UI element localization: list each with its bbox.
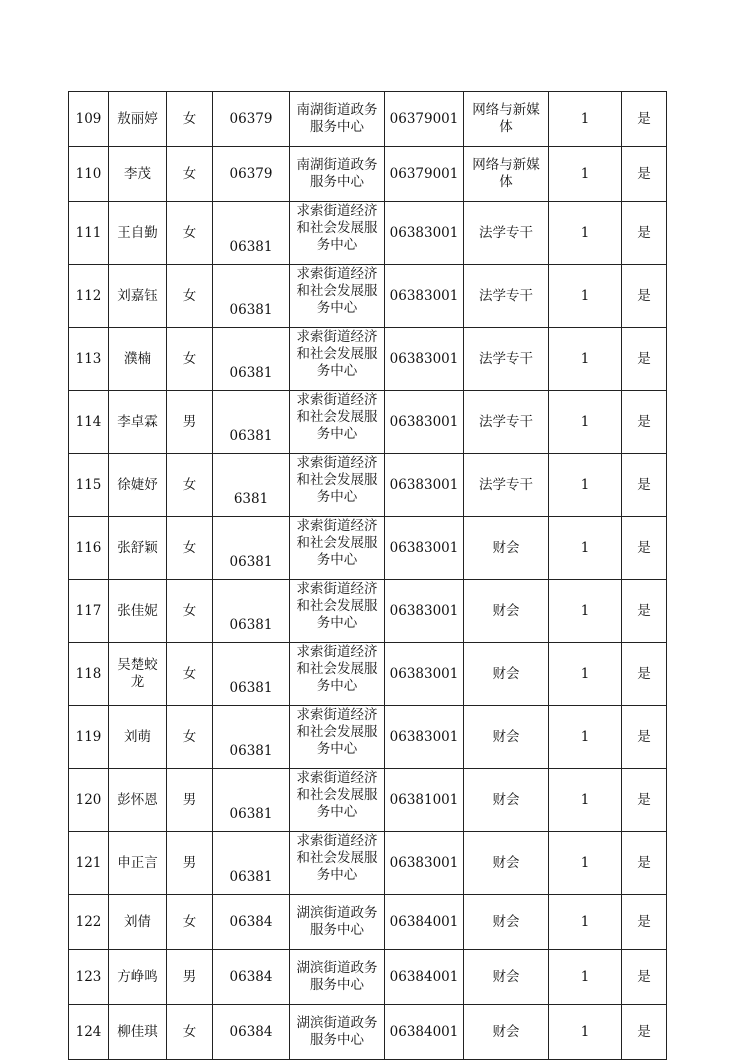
qualified-cell: 是 — [622, 832, 667, 895]
table-row — [69, 517, 667, 580]
quota-count-cell: 1 — [549, 92, 622, 147]
unit-name-cell: 求索街道经济和社会发展服务中心 — [290, 391, 385, 454]
quota-count-cell: 1 — [549, 895, 622, 950]
post-name-cell: 法学专干 — [464, 265, 549, 328]
post-code-cell: 06383001 — [385, 265, 464, 328]
post-name-cell: 财会 — [464, 950, 549, 1005]
table-row — [69, 950, 667, 1005]
gender-cell: 女 — [167, 706, 213, 769]
post-name-cell: 财会 — [464, 706, 549, 769]
unit-name-cell: 南湖街道政务服务中心 — [290, 147, 385, 202]
row-number-cell: 109 — [69, 92, 109, 147]
gender-cell: 男 — [167, 950, 213, 1005]
table-row — [69, 454, 667, 517]
row-number-cell: 116 — [69, 517, 109, 580]
qualified-cell: 是 — [622, 895, 667, 950]
unit-code-cell: 6381 — [213, 454, 290, 517]
row-number-cell: 115 — [69, 454, 109, 517]
quota-count-cell: 1 — [549, 580, 622, 643]
unit-name-cell: 求索街道经济和社会发展服务中心 — [290, 202, 385, 265]
name-cell: 申正言 — [109, 832, 167, 895]
unit-code-cell: 06381 — [213, 643, 290, 706]
qualified-cell: 是 — [622, 202, 667, 265]
name-cell: 吴楚蛟龙 — [109, 643, 167, 706]
row-number-cell: 118 — [69, 643, 109, 706]
post-code-cell: 06384001 — [385, 1005, 464, 1060]
gender-cell: 男 — [167, 391, 213, 454]
unit-code-cell: 06384 — [213, 895, 290, 950]
name-cell: 张舒颖 — [109, 517, 167, 580]
unit-code-cell: 06381 — [213, 202, 290, 265]
post-code-cell: 06383001 — [385, 832, 464, 895]
post-name-cell: 财会 — [464, 517, 549, 580]
post-name-cell: 网络与新媒体 — [464, 147, 549, 202]
unit-code-cell: 06379 — [213, 147, 290, 202]
row-number-cell: 120 — [69, 769, 109, 832]
post-name-cell: 财会 — [464, 832, 549, 895]
gender-cell: 女 — [167, 92, 213, 147]
post-code-cell: 06383001 — [385, 454, 464, 517]
table-body — [69, 92, 667, 1060]
post-name-cell: 法学专干 — [464, 391, 549, 454]
table-row — [69, 706, 667, 769]
table-row — [69, 832, 667, 895]
name-cell: 刘倩 — [109, 895, 167, 950]
qualified-cell: 是 — [622, 1005, 667, 1060]
qualified-cell: 是 — [622, 147, 667, 202]
unit-name-cell: 求索街道经济和社会发展服务中心 — [290, 769, 385, 832]
gender-cell: 女 — [167, 454, 213, 517]
quota-count-cell: 1 — [549, 950, 622, 1005]
post-code-cell: 06383001 — [385, 328, 464, 391]
unit-code-cell: 06379 — [213, 92, 290, 147]
table-row — [69, 1005, 667, 1060]
table-row — [69, 895, 667, 950]
table-row — [69, 147, 667, 202]
quota-count-cell: 1 — [549, 832, 622, 895]
name-cell: 刘嘉钰 — [109, 265, 167, 328]
gender-cell: 女 — [167, 147, 213, 202]
quota-count-cell: 1 — [549, 517, 622, 580]
table-row — [69, 391, 667, 454]
quota-count-cell: 1 — [549, 202, 622, 265]
quota-count-cell: 1 — [549, 706, 622, 769]
post-code-cell: 06383001 — [385, 580, 464, 643]
post-name-cell: 网络与新媒体 — [464, 92, 549, 147]
unit-code-cell: 06381 — [213, 391, 290, 454]
qualified-cell: 是 — [622, 391, 667, 454]
post-code-cell: 06379001 — [385, 147, 464, 202]
post-code-cell: 06384001 — [385, 895, 464, 950]
unit-code-cell: 06381 — [213, 706, 290, 769]
unit-name-cell: 湖滨街道政务服务中心 — [290, 895, 385, 950]
table-row — [69, 328, 667, 391]
table-row — [69, 580, 667, 643]
table-row — [69, 265, 667, 328]
quota-count-cell: 1 — [549, 454, 622, 517]
gender-cell: 女 — [167, 517, 213, 580]
table-row — [69, 92, 667, 147]
table-row — [69, 643, 667, 706]
unit-name-cell: 求索街道经济和社会发展服务中心 — [290, 517, 385, 580]
name-cell: 刘萌 — [109, 706, 167, 769]
unit-code-cell: 06384 — [213, 1005, 290, 1060]
qualified-cell: 是 — [622, 265, 667, 328]
name-cell: 王自勤 — [109, 202, 167, 265]
quota-count-cell: 1 — [549, 1005, 622, 1060]
quota-count-cell: 1 — [549, 643, 622, 706]
row-number-cell: 112 — [69, 265, 109, 328]
gender-cell: 女 — [167, 895, 213, 950]
quota-count-cell: 1 — [549, 391, 622, 454]
unit-name-cell: 求索街道经济和社会发展服务中心 — [290, 328, 385, 391]
quota-count-cell: 1 — [549, 769, 622, 832]
post-code-cell: 06383001 — [385, 391, 464, 454]
post-name-cell: 财会 — [464, 769, 549, 832]
name-cell: 濮楠 — [109, 328, 167, 391]
unit-name-cell: 湖滨街道政务服务中心 — [290, 1005, 385, 1060]
unit-code-cell: 06381 — [213, 832, 290, 895]
row-number-cell: 113 — [69, 328, 109, 391]
post-code-cell: 06383001 — [385, 643, 464, 706]
unit-name-cell: 南湖街道政务服务中心 — [290, 92, 385, 147]
post-code-cell: 06381001 — [385, 769, 464, 832]
unit-name-cell: 求索街道经济和社会发展服务中心 — [290, 454, 385, 517]
post-name-cell: 财会 — [464, 895, 549, 950]
gender-cell: 男 — [167, 769, 213, 832]
row-number-cell: 121 — [69, 832, 109, 895]
qualified-cell: 是 — [622, 643, 667, 706]
gender-cell: 女 — [167, 1005, 213, 1060]
unit-name-cell: 求索街道经济和社会发展服务中心 — [290, 706, 385, 769]
post-name-cell: 财会 — [464, 1005, 549, 1060]
qualified-cell: 是 — [622, 706, 667, 769]
post-name-cell: 财会 — [464, 580, 549, 643]
gender-cell: 女 — [167, 202, 213, 265]
gender-cell: 女 — [167, 643, 213, 706]
qualified-cell: 是 — [622, 769, 667, 832]
name-cell: 彭怀恩 — [109, 769, 167, 832]
name-cell: 方峥鸣 — [109, 950, 167, 1005]
unit-code-cell: 06381 — [213, 517, 290, 580]
table-row — [69, 769, 667, 832]
post-name-cell: 法学专干 — [464, 328, 549, 391]
qualified-cell: 是 — [622, 517, 667, 580]
qualified-cell: 是 — [622, 328, 667, 391]
gender-cell: 女 — [167, 580, 213, 643]
quota-count-cell: 1 — [549, 265, 622, 328]
unit-code-cell: 06381 — [213, 328, 290, 391]
qualified-cell: 是 — [622, 454, 667, 517]
qualified-cell: 是 — [622, 950, 667, 1005]
name-cell: 李卓霖 — [109, 391, 167, 454]
candidate-table — [68, 91, 667, 1060]
post-name-cell: 法学专干 — [464, 202, 549, 265]
gender-cell: 男 — [167, 832, 213, 895]
row-number-cell: 119 — [69, 706, 109, 769]
post-code-cell: 06383001 — [385, 202, 464, 265]
post-name-cell: 法学专干 — [464, 454, 549, 517]
row-number-cell: 122 — [69, 895, 109, 950]
unit-name-cell: 求索街道经济和社会发展服务中心 — [290, 265, 385, 328]
quota-count-cell: 1 — [549, 328, 622, 391]
name-cell: 张佳妮 — [109, 580, 167, 643]
row-number-cell: 111 — [69, 202, 109, 265]
table-row — [69, 202, 667, 265]
unit-code-cell: 06381 — [213, 265, 290, 328]
unit-name-cell: 湖滨街道政务服务中心 — [290, 950, 385, 1005]
name-cell: 柳佳琪 — [109, 1005, 167, 1060]
unit-name-cell: 求索街道经济和社会发展服务中心 — [290, 832, 385, 895]
name-cell: 李茂 — [109, 147, 167, 202]
row-number-cell: 110 — [69, 147, 109, 202]
unit-code-cell: 06381 — [213, 580, 290, 643]
row-number-cell: 123 — [69, 950, 109, 1005]
post-name-cell: 财会 — [464, 643, 549, 706]
row-number-cell: 124 — [69, 1005, 109, 1060]
unit-name-cell: 求索街道经济和社会发展服务中心 — [290, 580, 385, 643]
post-code-cell: 06383001 — [385, 517, 464, 580]
gender-cell: 女 — [167, 328, 213, 391]
row-number-cell: 114 — [69, 391, 109, 454]
post-code-cell: 06383001 — [385, 706, 464, 769]
name-cell: 徐婕妤 — [109, 454, 167, 517]
post-code-cell: 06384001 — [385, 950, 464, 1005]
quota-count-cell: 1 — [549, 147, 622, 202]
qualified-cell: 是 — [622, 580, 667, 643]
unit-code-cell: 06384 — [213, 950, 290, 1005]
row-number-cell: 117 — [69, 580, 109, 643]
name-cell: 敖丽婷 — [109, 92, 167, 147]
unit-name-cell: 求索街道经济和社会发展服务中心 — [290, 643, 385, 706]
unit-code-cell: 06381 — [213, 769, 290, 832]
qualified-cell: 是 — [622, 92, 667, 147]
post-code-cell: 06379001 — [385, 92, 464, 147]
gender-cell: 女 — [167, 265, 213, 328]
